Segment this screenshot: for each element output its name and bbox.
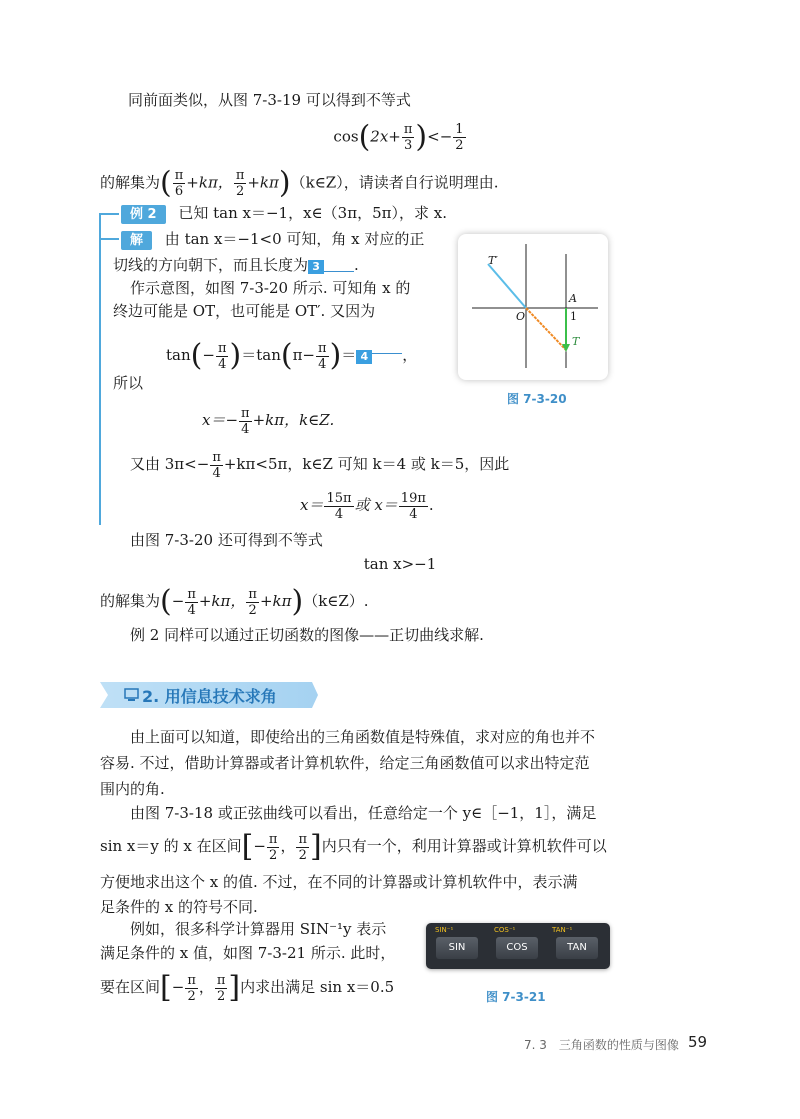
label-t: T	[572, 335, 580, 348]
frac-pi-2: $\frac{\pi}{2}$	[216, 972, 226, 1004]
frac-pi-2: $\frac{\pi}{2}$	[248, 586, 257, 618]
paragraph-example-note: 例 2 同样可以通过正切函数的图像——正切曲线求解.	[130, 626, 484, 644]
figure-7-3-20-caption: 图 7-3-20	[507, 392, 567, 406]
frac-pi-3: $\frac{\pi}{3}$	[403, 122, 413, 153]
answer-blank-4[interactable]: 4	[356, 337, 402, 354]
frac-1-2: $\frac{1}{2}$	[455, 122, 464, 153]
p5-line-1: 由图 7-3-18 或正弦曲线可以看出，任意给定一个 y∈［−1，1］，满足	[130, 804, 597, 822]
arg-a: 2x+	[370, 127, 401, 146]
section-title: 2. 用信息技术求角	[142, 687, 277, 706]
solution-line-4: 终边可能是 OT，也可能是 OT′. 又因为	[113, 302, 376, 320]
frac-pi-4: $\frac{\pi}{4}$	[187, 586, 196, 618]
sin-key[interactable]: SIN	[436, 937, 478, 959]
computer-icon	[124, 688, 139, 702]
solution-line-1: 解 由 tan x＝−1<0 可知，角 x 对应的正	[121, 229, 424, 250]
solution-line-2: 切线的方向朝下，而且长度为 3 .	[113, 256, 359, 274]
example-tag: 例 2	[121, 205, 166, 224]
cos-inverse-label: COS⁻¹	[494, 926, 516, 934]
example-frame-top	[99, 213, 119, 215]
range-condition: 又由 3π<− $\frac{\pi}{4}$ +kπ<5π，k∈Z 可知 k＝4 或 k＝5，因此	[130, 449, 510, 481]
example-frame-mid	[99, 238, 119, 240]
rparen: )	[415, 119, 428, 155]
figure-7-3-20	[458, 234, 608, 380]
figure-7-3-21-caption: 图 7-3-21	[486, 990, 546, 1004]
lt-sign: <	[427, 127, 440, 146]
tan-inverse-label: TAN⁻¹	[552, 926, 573, 934]
solution-set-cos: 的解集为( $\frac{\pi}{6}$ +kπ， $\frac{\pi}{2}$ +kπ)（k∈Z），请读者自行说明理由.	[100, 165, 499, 201]
frac-pi-2: $\frac{\pi}{2}$	[268, 831, 278, 863]
frac-pi-6: $\frac{\pi}{6}$	[174, 168, 184, 199]
tan-key[interactable]: TAN	[556, 937, 598, 959]
suoyi: 所以	[113, 374, 144, 392]
tan-equation: tan(− $\frac{\pi}{4}$ )＝tan(π− $\frac{\pi}{4}$ )＝ 4 ，	[166, 338, 418, 373]
frac-pi-2: $\frac{\pi}{2}$	[187, 972, 196, 1004]
sin-inverse-label: SIN⁻¹	[435, 926, 454, 934]
cos-key[interactable]: COS	[496, 937, 538, 959]
cos-func: cos	[333, 127, 359, 146]
example-frame-rule	[99, 213, 101, 525]
solution-line-3: 作示意图，如图 7-3-20 所示. 可知角 x 的	[130, 279, 411, 297]
solution-set-tan: 的解集为(− $\frac{\pi}{4}$ +kπ， $\frac{\pi}{2}$ +kπ)（k∈Z）.	[100, 584, 369, 619]
example-2-statement: 例 2 已知 tan x＝−1，x∈（3π，5π），求 x.	[121, 203, 447, 224]
p5-line-2: sin x＝y 的 x 在区间[− $\frac{\pi}{2}$ ， $\frac{\pi}{2}$ ]内只有一个，利用计算器或计算机软件可以	[100, 829, 607, 864]
p6-line-1: 例如，很多科学计算器用 SIN⁻¹y 表示	[130, 920, 387, 938]
p4-line-2: 容易. 不过，借助计算器或者计算机软件，给定三角函数值可以求出特定范	[100, 754, 590, 772]
frac-pi-2: $\frac{\pi}{2}$	[235, 168, 245, 199]
inequality-cos	[0, 119, 800, 155]
footer-section: 7. 3 三角函数的性质与图像	[524, 1038, 679, 1052]
tangent-diagram	[458, 234, 608, 380]
frac-pi-4: $\frac{\pi}{4}$	[318, 340, 327, 372]
minus-sign: −	[439, 127, 453, 146]
paragraph-intro: 同前面类似，从图 7-3-19 可以得到不等式	[128, 91, 411, 109]
frac-19pi-4: $\frac{19\pi}{4}$	[400, 490, 426, 522]
frac-pi-4: $\frac{\pi}{4}$	[217, 340, 227, 372]
label-o: O	[516, 310, 526, 323]
p6-line-2: 满足条件的 x 值，如图 7-3-21 所示. 此时，	[100, 944, 396, 962]
p4-line-3: 围内的角.	[100, 780, 165, 798]
inequality-tan: tan x>−1	[363, 555, 437, 573]
label-t-prime: T′	[488, 254, 498, 267]
paragraph-from-fig: 由图 7-3-20 还可得到不等式	[130, 531, 323, 549]
label-a: A	[569, 292, 577, 305]
p5-line-3: 方便地求出这个 x 的值. 不过，在不同的计算器或计算机软件中，表示满	[100, 873, 578, 891]
frac-pi-4: $\frac{\pi}{4}$	[241, 405, 250, 437]
final-answer: x＝ $\frac{15\pi}{4}$ 或 x＝ $\frac{19\pi}{4}$ .	[300, 490, 434, 522]
frac-pi-2: $\frac{\pi}{2}$	[298, 831, 308, 863]
answer-blank-3[interactable]: 3	[308, 255, 354, 272]
page-number: 59	[688, 1033, 708, 1051]
frac-15pi-4: $\frac{15\pi}{4}$	[326, 490, 352, 522]
label-one: 1	[570, 310, 577, 323]
p4-line-1: 由上面可以知道，即使给出的三角函数值是特殊值，求对应的角也并不	[130, 728, 596, 746]
p6-line-3: 要在区间[− $\frac{\pi}{2}$ ， $\frac{\pi}{2}$ ]内求出满足 sin x＝0.5	[100, 970, 395, 1005]
calculator-keys-figure	[426, 923, 610, 969]
lparen: (	[358, 119, 371, 155]
frac-pi-4: $\frac{\pi}{4}$	[212, 449, 221, 481]
x-general-solution: x＝− $\frac{\pi}{4}$ +kπ，k∈Z.	[202, 405, 335, 437]
p5-line-4: 足条件的 x 的符号不同.	[100, 898, 258, 916]
solution-tag: 解	[121, 231, 152, 250]
